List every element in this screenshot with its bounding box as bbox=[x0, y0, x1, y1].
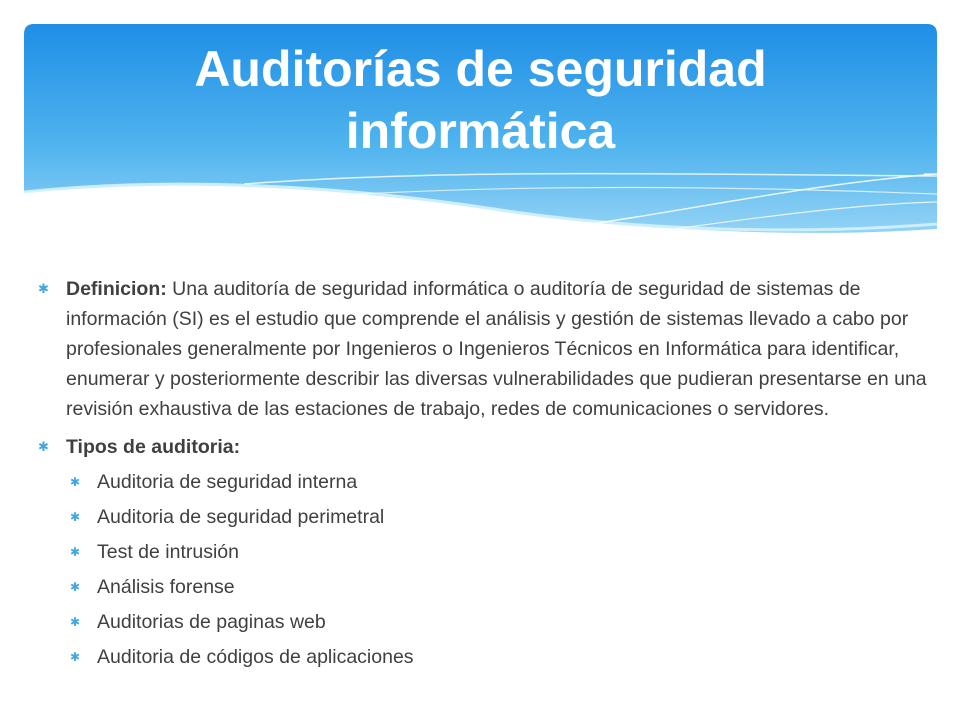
slide-body bbox=[38, 274, 928, 680]
page-title bbox=[24, 38, 937, 162]
types-heading-item bbox=[38, 432, 928, 462]
list-item bbox=[70, 645, 928, 669]
title-line-1: Auditorías de seguridad bbox=[194, 41, 767, 97]
list-item bbox=[70, 540, 928, 564]
list-item-text: Test de intrusión bbox=[97, 541, 239, 563]
bullet-asterisk-icon: ✱ bbox=[38, 440, 49, 455]
bullet-asterisk-icon: ✱ bbox=[70, 545, 81, 559]
bullet-asterisk-icon: ✱ bbox=[70, 475, 81, 489]
list-item bbox=[70, 610, 928, 634]
list-item-text: Análisis forense bbox=[97, 576, 235, 598]
list-item-text: Auditorias de paginas web bbox=[97, 611, 326, 633]
definition-item bbox=[38, 274, 928, 424]
definition-label: Definicion: bbox=[66, 278, 167, 300]
bullet-asterisk-icon: ✱ bbox=[70, 580, 81, 594]
bullet-asterisk-icon: ✱ bbox=[70, 510, 81, 524]
list-item bbox=[70, 470, 928, 494]
list-item bbox=[70, 505, 928, 529]
bullet-asterisk-icon: ✱ bbox=[70, 650, 81, 664]
list-item-text: Auditoria de seguridad perimetral bbox=[97, 506, 385, 528]
types-label: Tipos de auditoria: bbox=[66, 436, 241, 458]
definition-text: Una auditoría de seguridad informática o auditoría de seguridad de sistemas de información (SI) es el estudio que comprende el análisis y gestión de sistemas llevado a cabo por profesionales generalmente por Ingenieros o Ingenieros Técnicos en Informática para identificar, enumerar y posteriormente describir las diversas vulnerabilidades que pudieran presentarse en una revisión exhaustiva de las estaciones de trabajo, redes de comunicaciones o servidores. bbox=[66, 278, 927, 420]
list-item-text: Auditoria de seguridad interna bbox=[97, 471, 358, 493]
bullet-asterisk-icon: ✱ bbox=[38, 282, 49, 297]
list-item-text: Auditoria de códigos de aplicaciones bbox=[97, 646, 414, 668]
title-line-2: informática bbox=[345, 103, 616, 159]
list-item bbox=[70, 575, 928, 599]
bullet-asterisk-icon: ✱ bbox=[70, 615, 81, 629]
